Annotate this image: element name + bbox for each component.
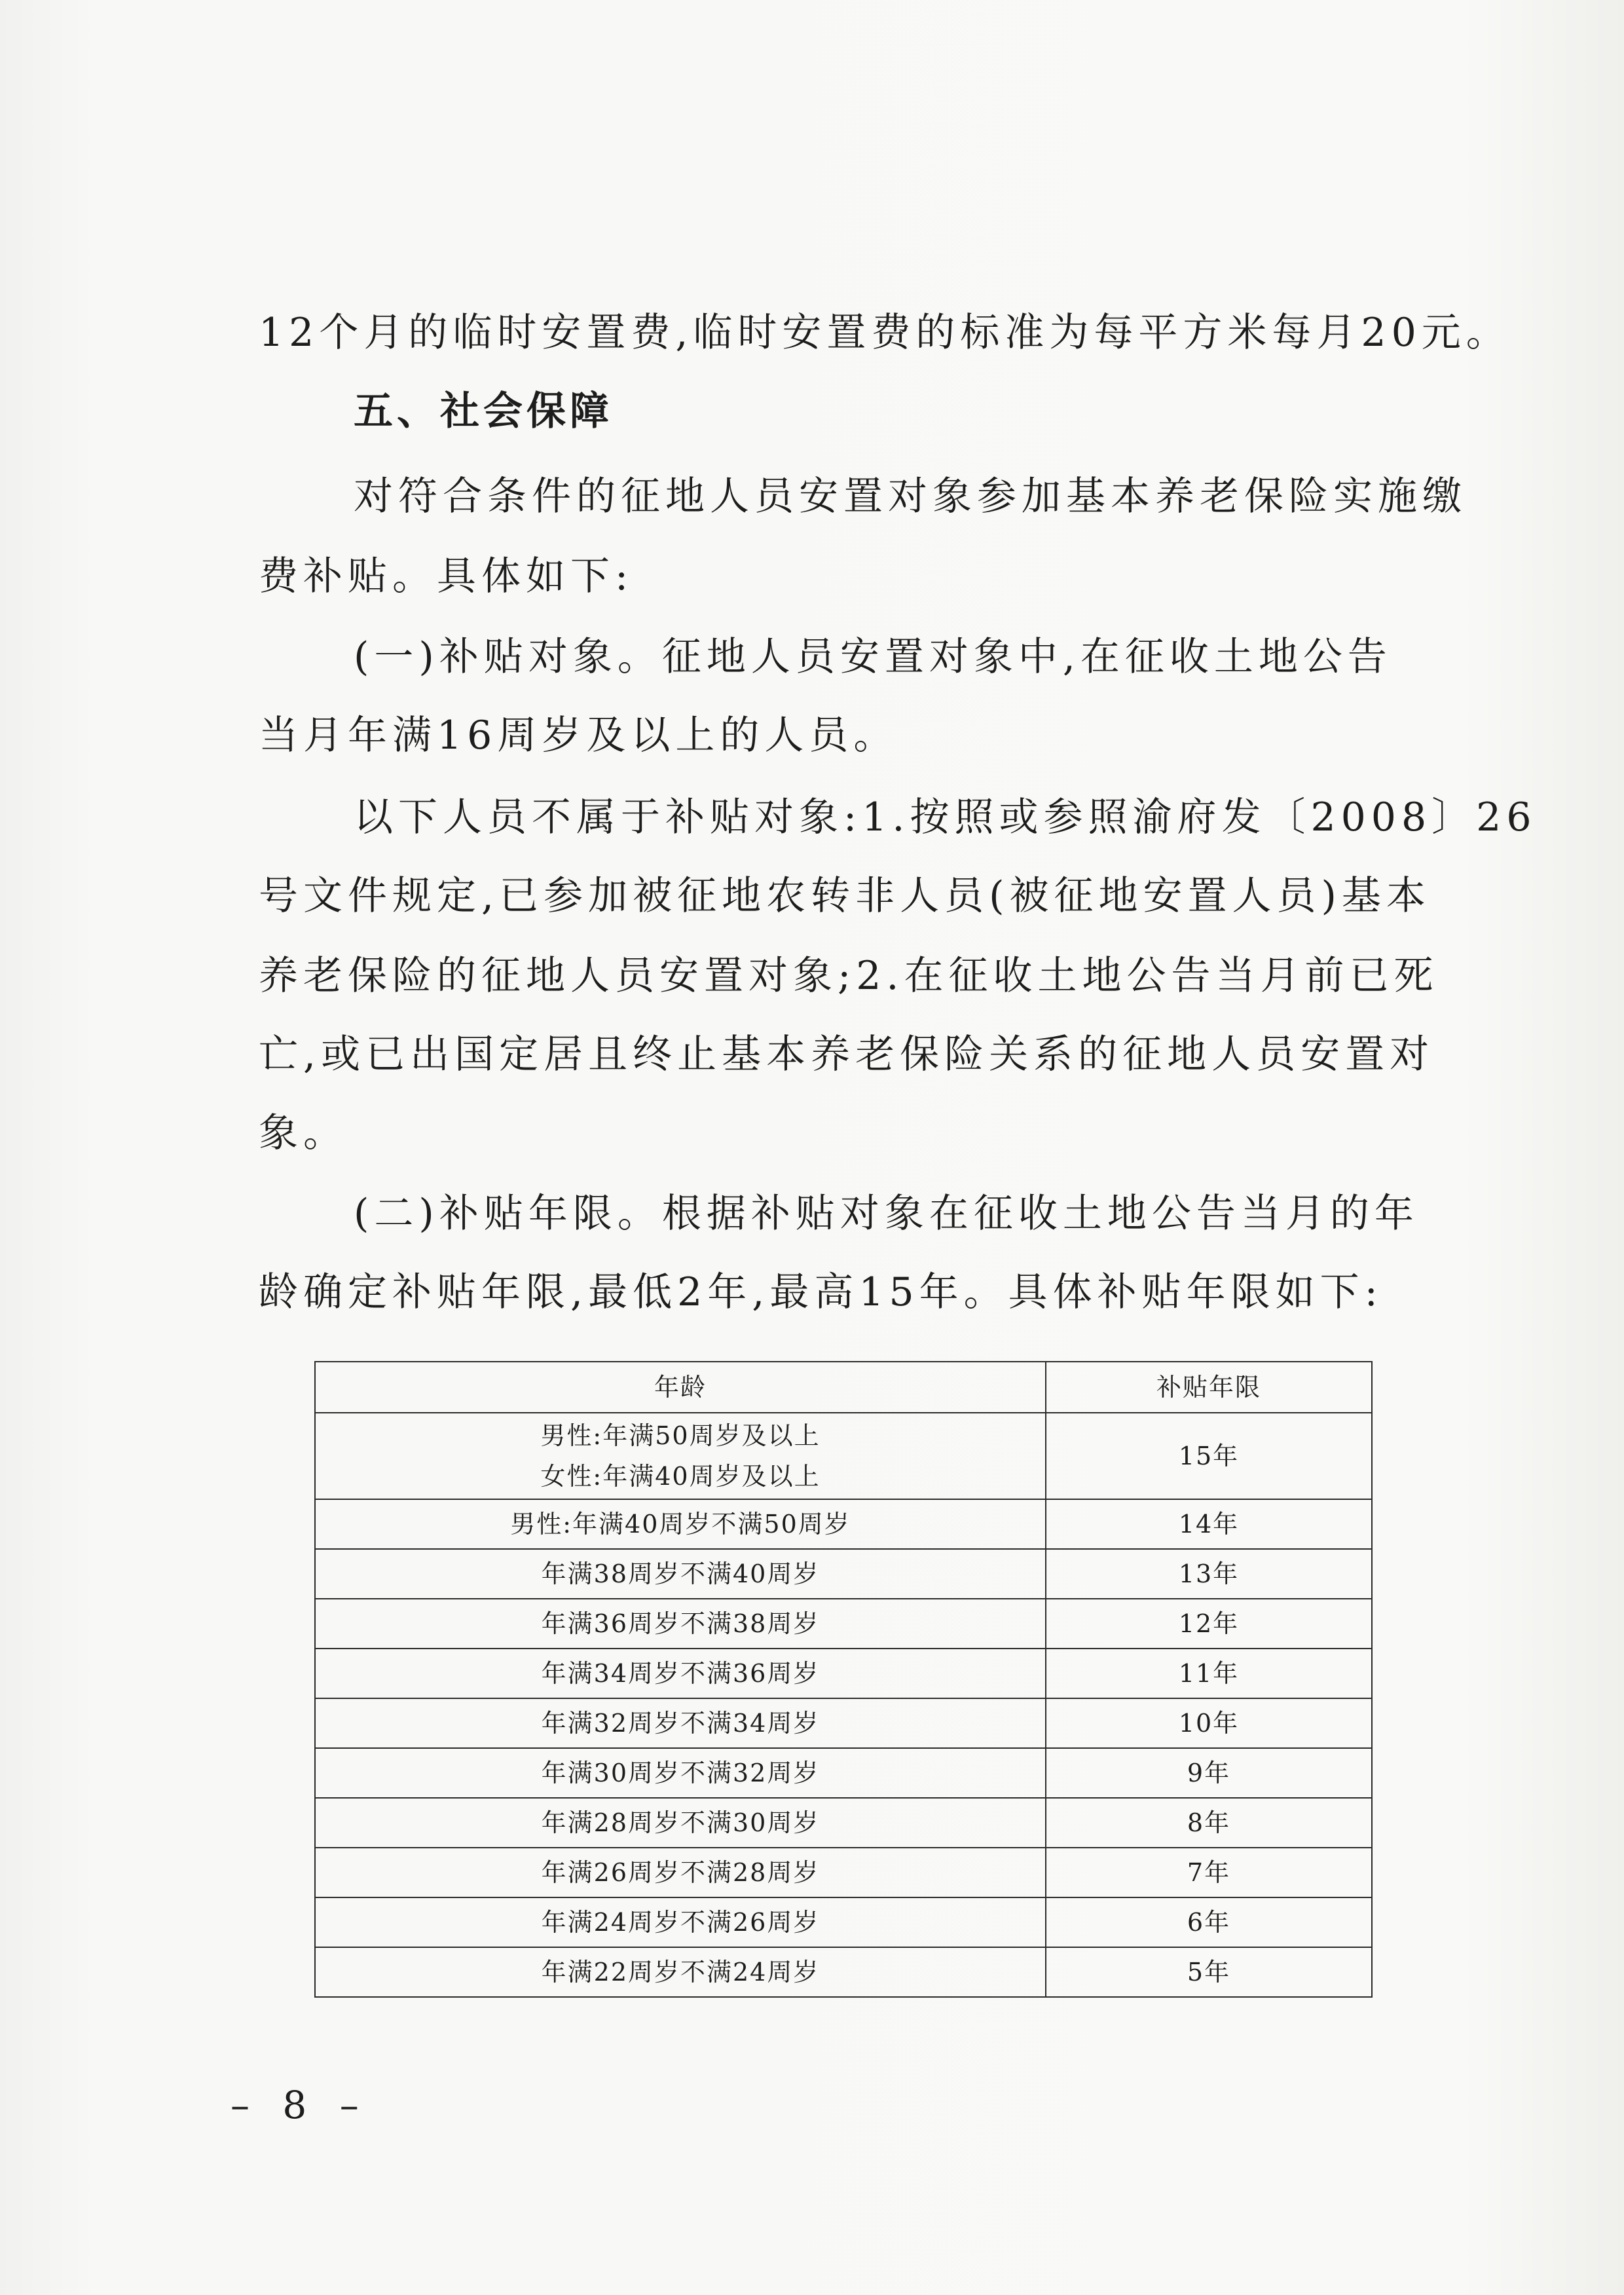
table-row — [315, 1649, 1372, 1698]
table-row — [315, 1798, 1372, 1848]
years-cell: 8年 — [1046, 1798, 1372, 1848]
paragraph-line: 号文件规定,已参加被征地农转非人员(被征地安置人员)基本 — [259, 873, 1431, 919]
age-cell-line: 女性:年满40周岁及以上 — [540, 1462, 821, 1491]
paragraph-line: 费补贴。具体如下: — [259, 553, 634, 599]
table-row — [315, 1947, 1372, 1997]
age-cell-line: 男性:年满50周岁及以上 — [540, 1421, 821, 1450]
age-cell: 年满30周岁不满32周岁 — [315, 1748, 1046, 1798]
table-row — [315, 1499, 1372, 1549]
paragraph-line: 象。 — [259, 1110, 348, 1156]
paragraph-line: 当月年满16周岁及以上的人员。 — [259, 713, 898, 758]
years-cell: 13年 — [1046, 1549, 1372, 1599]
page-number: – 8 – — [231, 2083, 369, 2127]
age-cell: 年满22周岁不满24周岁 — [315, 1947, 1046, 1997]
table-row — [315, 1549, 1372, 1599]
years-cell: 15年 — [1046, 1413, 1372, 1499]
age-cell: 年满36周岁不满38周岁 — [315, 1599, 1046, 1649]
table-header-row — [315, 1362, 1372, 1413]
section-heading: 五、社会保障 — [354, 388, 613, 434]
years-cell: 14年 — [1046, 1499, 1372, 1549]
table-row — [315, 1748, 1372, 1798]
years-cell: 11年 — [1046, 1649, 1372, 1698]
age-cell: 年满32周岁不满34周岁 — [315, 1698, 1046, 1748]
age-cell: 年满34周岁不满36周岁 — [315, 1649, 1046, 1698]
age-cell: 年满26周岁不满28周岁 — [315, 1848, 1046, 1897]
table-row — [315, 1413, 1372, 1499]
paragraph-line: (一)补贴对象。征地人员安置对象中,在征收土地公告 — [354, 634, 1392, 680]
header-years: 补贴年限 — [1046, 1362, 1372, 1413]
table-row — [315, 1897, 1372, 1947]
table-row — [315, 1848, 1372, 1897]
paragraph-line: 养老保险的征地人员安置对象;2.在征收土地公告当月前已死 — [259, 953, 1439, 999]
paragraph-line: (二)补贴年限。根据补贴对象在征收土地公告当月的年 — [354, 1191, 1419, 1237]
paragraph-line: 以下人员不属于补贴对象:1.按照或参照渝府发〔2008〕26 — [354, 794, 1537, 840]
age-cell — [315, 1413, 1046, 1499]
paragraph-line: 12个月的临时安置费,临时安置费的标准为每平方米每月20元。 — [259, 310, 1511, 356]
years-cell: 10年 — [1046, 1698, 1372, 1748]
paragraph-line: 亡,或已出国定居且终止基本养老保险关系的征地人员安置对 — [259, 1032, 1435, 1077]
years-cell: 9年 — [1046, 1748, 1372, 1798]
table-row — [315, 1599, 1372, 1649]
table-row — [315, 1698, 1372, 1748]
age-cell: 男性:年满40周岁不满50周岁 — [315, 1499, 1046, 1549]
paragraph-line: 龄确定补贴年限,最低2年,最高15年。具体补贴年限如下: — [259, 1269, 1383, 1315]
age-cell: 年满38周岁不满40周岁 — [315, 1549, 1046, 1599]
age-cell: 年满24周岁不满26周岁 — [315, 1897, 1046, 1947]
years-cell: 5年 — [1046, 1947, 1372, 1997]
years-cell: 12年 — [1046, 1599, 1372, 1649]
subsidy-years-table — [314, 1361, 1373, 1998]
years-cell: 7年 — [1046, 1848, 1372, 1897]
header-age: 年龄 — [315, 1362, 1046, 1413]
paragraph-line: 对符合条件的征地人员安置对象参加基本养老保险实施缴 — [354, 474, 1467, 519]
years-cell: 6年 — [1046, 1897, 1372, 1947]
age-cell: 年满28周岁不满30周岁 — [315, 1798, 1046, 1848]
